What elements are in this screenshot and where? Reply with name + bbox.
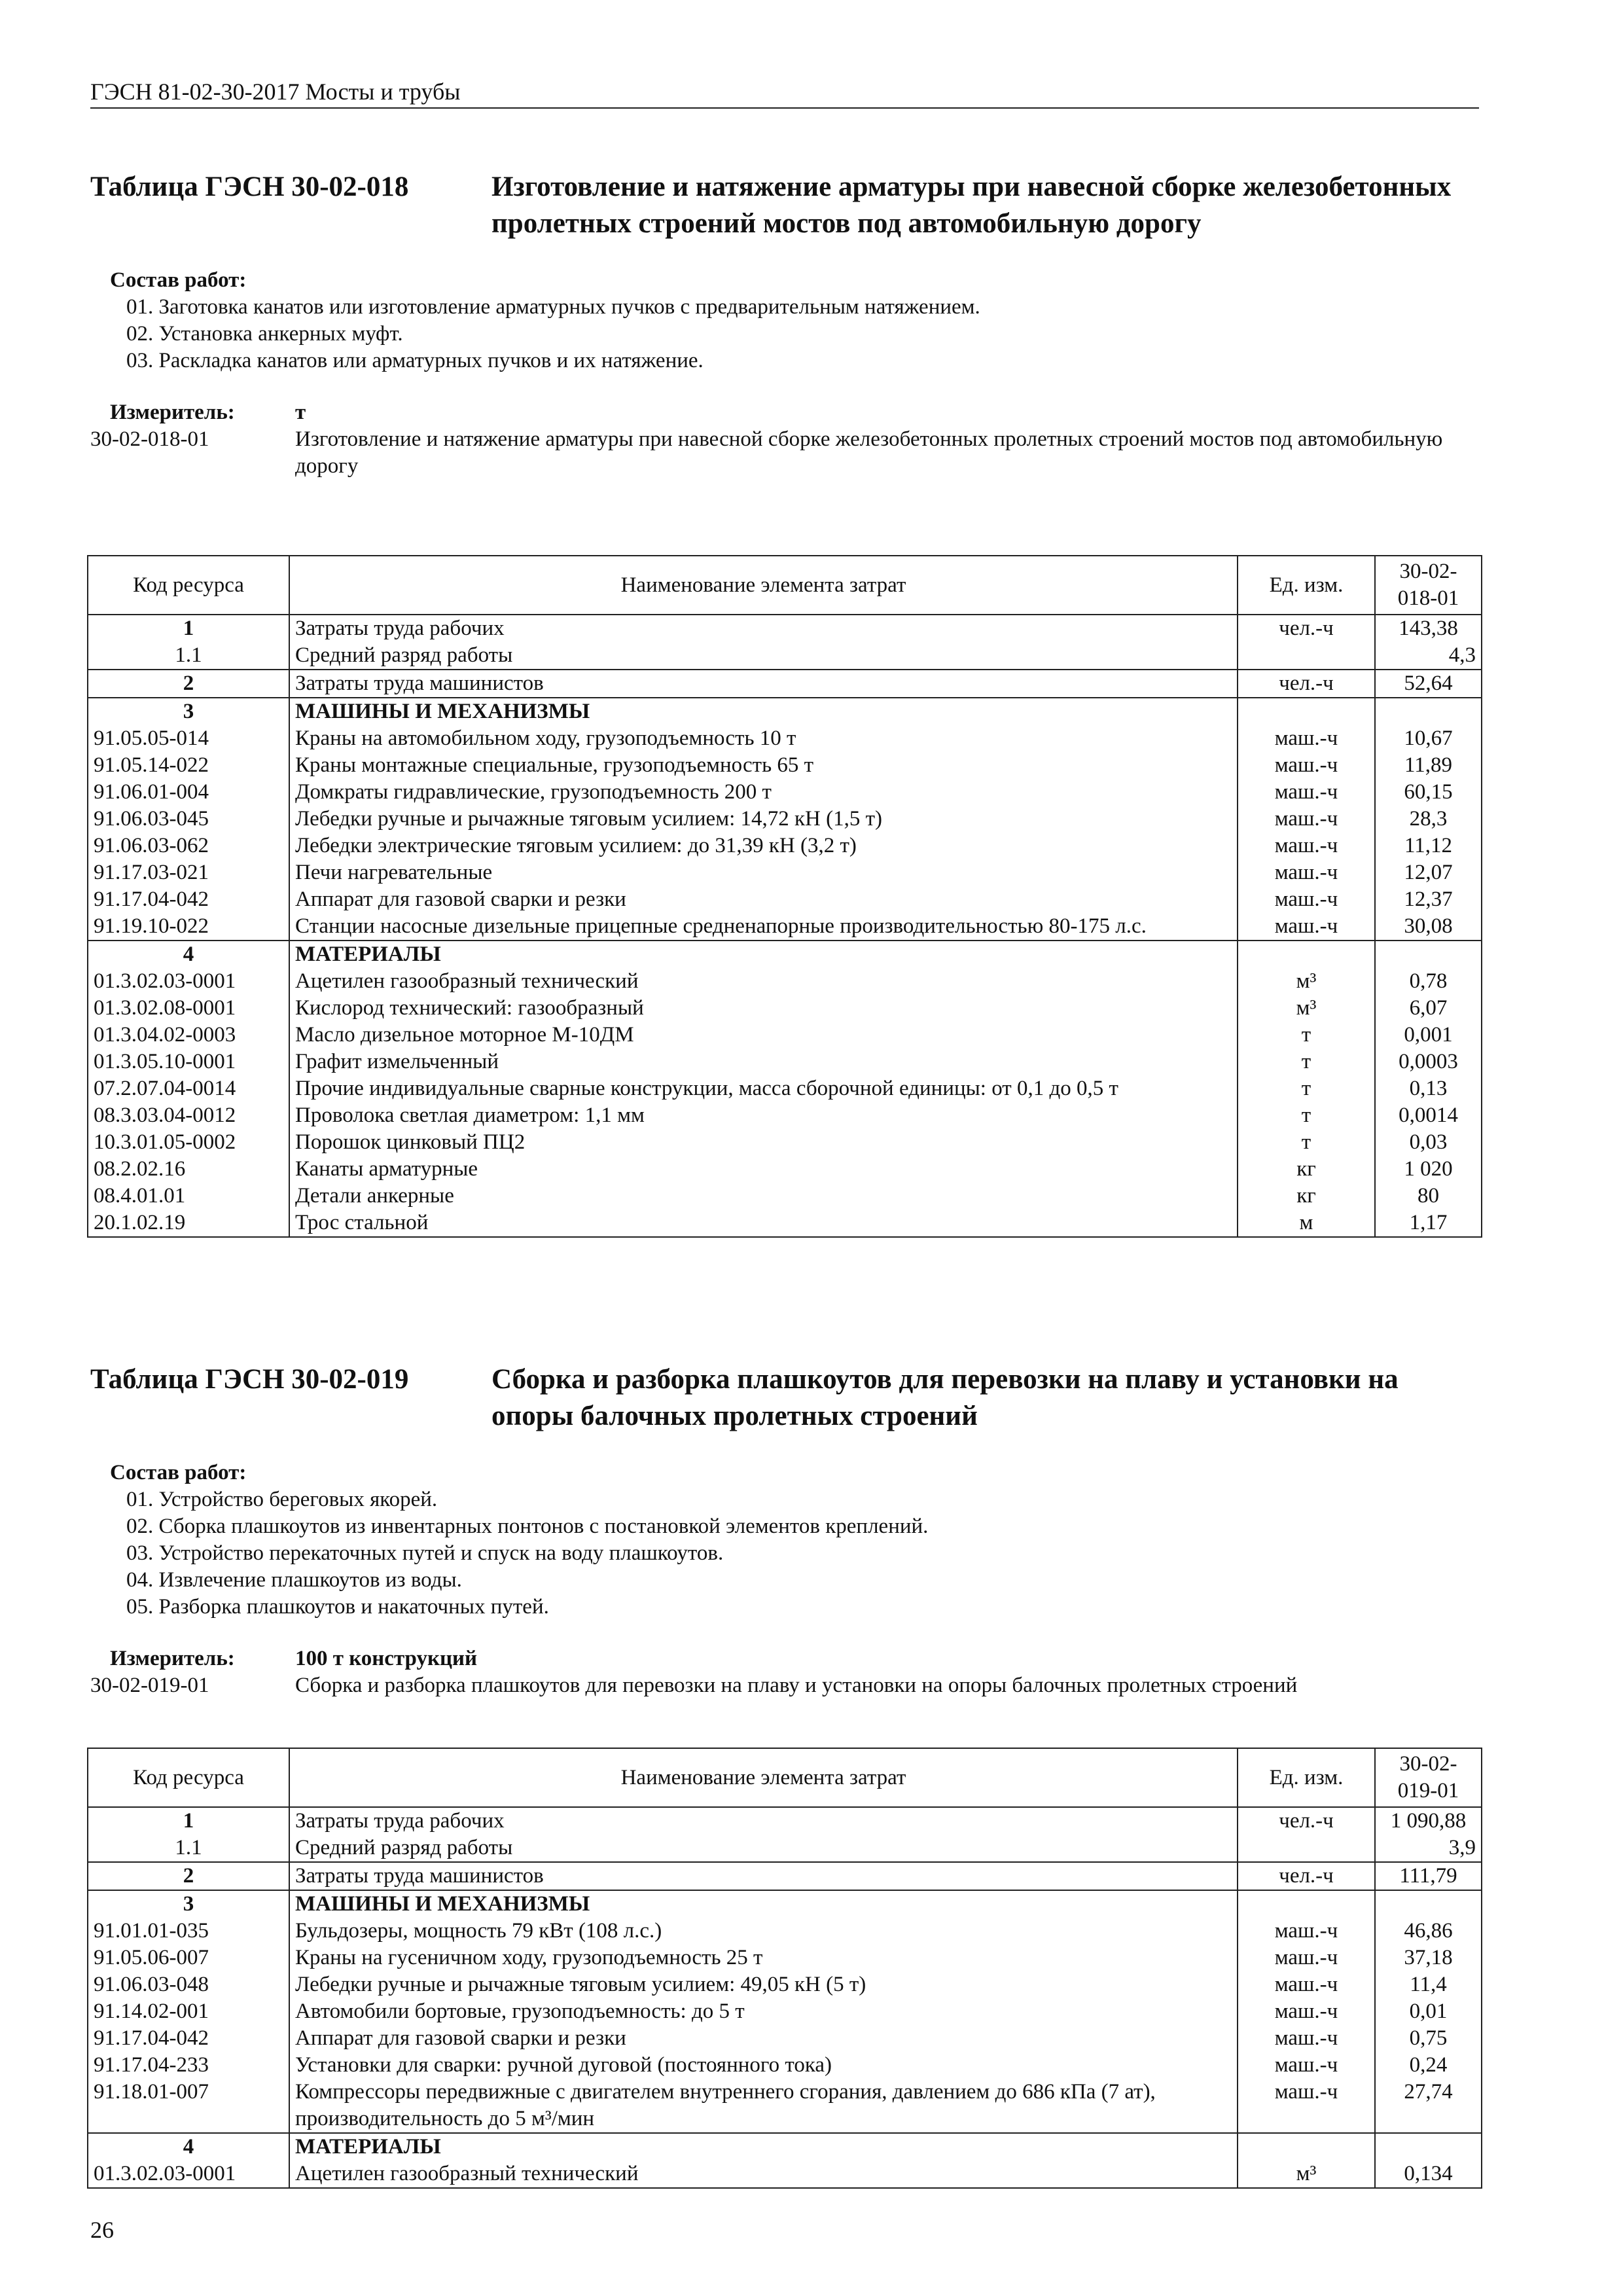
- table-row: [88, 1156, 1482, 1183]
- cell-unit: т: [1238, 1022, 1375, 1049]
- cell-code: 91.06.03-045: [88, 806, 289, 833]
- measure-value: 100 т конструкций: [295, 1647, 478, 1670]
- composition-item: 03. Устройство перекаточных путей и спуск на воду плашкоутов.: [126, 1541, 724, 1565]
- cell-name: Проволока светлая диаметром: 1,1 мм: [289, 1102, 1238, 1129]
- cell-code: 01.3.05.10-0001: [88, 1049, 289, 1075]
- cell-code: 91.05.06-007: [88, 1945, 289, 1971]
- table-019-number: Таблица ГЭСН 30-02-019: [90, 1364, 409, 1395]
- cell-name: Средний разряд работы: [289, 1835, 1238, 1862]
- cell-code: 91.17.04-042: [88, 2025, 289, 2052]
- table-row: [88, 1918, 1482, 1945]
- cell-unit: маш.-ч: [1238, 779, 1375, 806]
- cell-value: [1375, 941, 1482, 968]
- table-row: [88, 1945, 1482, 1971]
- cell-code: 91.05.14-022: [88, 752, 289, 779]
- cell-unit: маш.-ч: [1238, 833, 1375, 859]
- cell-name: Трос стальной: [289, 1210, 1238, 1237]
- cell-value: 46,86: [1375, 1918, 1482, 1945]
- table-018-title: Изготовление и натяжение арматуры при навесной сборке железобетонных пролетных строений мостов под автомобильную дорогу: [491, 171, 1452, 239]
- table-row: [88, 1102, 1482, 1129]
- cell-value: [1375, 2133, 1482, 2161]
- column-header-code: Код ресурса: [88, 1748, 289, 1807]
- cell-name: Лебедки ручные и рычажные тяговым усилием: 49,05 кН (5 т): [289, 1971, 1238, 1998]
- cell-unit: маш.-ч: [1238, 2025, 1375, 2052]
- cell-unit: маш.-ч: [1238, 913, 1375, 941]
- cell-unit: маш.-ч: [1238, 1971, 1375, 1998]
- cell-unit: [1238, 941, 1375, 968]
- cell-name: Печи нагревательные: [289, 859, 1238, 886]
- cell-name: Кислород технический: газообразный: [289, 995, 1238, 1022]
- cell-name: Лебедки ручные и рычажные тяговым усилием: 14,72 кН (1,5 т): [289, 806, 1238, 833]
- cell-code: 2: [88, 670, 289, 698]
- table-row: [88, 1998, 1482, 2025]
- measure-label: Измеритель:: [110, 1647, 235, 1670]
- cell-code: 10.3.01.05-0002: [88, 1129, 289, 1156]
- table-row: [88, 859, 1482, 886]
- table-row: [88, 1183, 1482, 1210]
- cell-code: 4: [88, 2133, 289, 2161]
- table-row: [88, 1807, 1482, 1835]
- cell-unit: маш.-ч: [1238, 2052, 1375, 2079]
- cell-unit: маш.-ч: [1238, 725, 1375, 752]
- cell-value: 12,07: [1375, 859, 1482, 886]
- cell-name: Затраты труда рабочих: [289, 1807, 1238, 1835]
- cell-name: Прочие индивидуальные сварные конструкции, масса сборочной единицы: от 0,1 до 0,5 т: [289, 1075, 1238, 1102]
- cell-value: 37,18: [1375, 1945, 1482, 1971]
- cell-name: Порошок цинковый ПЦ2: [289, 1129, 1238, 1156]
- cell-unit: м³: [1238, 995, 1375, 1022]
- cell-code: 91.17.04-233: [88, 2052, 289, 2079]
- cell-code: 3: [88, 1890, 289, 1918]
- cell-name: Компрессоры передвижные с двигателем внутреннего сгорания, давлением до 686 кПа (7 ат), производительность до 5 м³/мин: [289, 2079, 1238, 2133]
- cell-code: 1.1: [88, 1835, 289, 1862]
- table-row: [88, 615, 1482, 642]
- table-row: [88, 1129, 1482, 1156]
- table-019-title: Сборка и разборка плашкоутов для перевозки на плаву и установки на опоры балочных пролетных строений: [491, 1364, 1399, 1431]
- cell-unit: т: [1238, 1102, 1375, 1129]
- cell-value: 0,03: [1375, 1129, 1482, 1156]
- cell-unit: кг: [1238, 1183, 1375, 1210]
- table-019-heading: [90, 1361, 1479, 1435]
- cell-name: Краны монтажные специальные, грузоподъемность 65 т: [289, 752, 1238, 779]
- cell-value: 80: [1375, 1183, 1482, 1210]
- cell-unit: чел.-ч: [1238, 1807, 1375, 1835]
- cell-unit: [1238, 698, 1375, 725]
- cell-code: 91.05.05-014: [88, 725, 289, 752]
- cell-code: 91.06.03-048: [88, 1971, 289, 1998]
- cell-value: 0,78: [1375, 968, 1482, 995]
- cell-value: 0,75: [1375, 2025, 1482, 2052]
- composition-item: 01. Устройство береговых якорей.: [126, 1488, 438, 1511]
- cell-value: 111,79: [1375, 1862, 1482, 1890]
- cell-unit: м³: [1238, 968, 1375, 995]
- cell-value: 143,38: [1375, 615, 1482, 642]
- cell-unit: маш.-ч: [1238, 752, 1375, 779]
- cell-name: Канаты арматурные: [289, 1156, 1238, 1183]
- cell-value: 30,08: [1375, 913, 1482, 941]
- cell-value: 0,13: [1375, 1075, 1482, 1102]
- table-row: [88, 1022, 1482, 1049]
- cell-unit: маш.-ч: [1238, 806, 1375, 833]
- cell-name: МАТЕРИАЛЫ: [289, 941, 1238, 968]
- cell-value: 3,9: [1375, 1835, 1482, 1862]
- composition-item: 02. Установка анкерных муфт.: [126, 322, 403, 346]
- column-header-norm: 30-02-019-01: [1375, 1748, 1482, 1807]
- cell-unit: маш.-ч: [1238, 859, 1375, 886]
- cell-value: 0,0014: [1375, 1102, 1482, 1129]
- cell-name: Краны на гусеничном ходу, грузоподъемность 25 т: [289, 1945, 1238, 1971]
- cell-value: 11,4: [1375, 1971, 1482, 1998]
- table-019-measure: [90, 1645, 1479, 1699]
- cell-code: 20.1.02.19: [88, 1210, 289, 1237]
- cell-name: МАШИНЫ И МЕХАНИЗМЫ: [289, 698, 1238, 725]
- cell-name: Домкраты гидравлические, грузоподъемность 200 т: [289, 779, 1238, 806]
- table-row: [88, 833, 1482, 859]
- cell-value: 4,3: [1375, 642, 1482, 670]
- cell-value: [1375, 698, 1482, 725]
- table-row: [88, 941, 1482, 968]
- cell-value: 0,001: [1375, 1022, 1482, 1049]
- table-019-composition: [90, 1460, 1479, 1621]
- cell-code: 1.1: [88, 642, 289, 670]
- cell-value: 1 020: [1375, 1156, 1482, 1183]
- table-018-heading: [90, 169, 1479, 242]
- table-row: [88, 913, 1482, 941]
- cell-name: Детали анкерные: [289, 1183, 1238, 1210]
- table-row: [88, 1971, 1482, 1998]
- cell-name: Ацетилен газообразный технический: [289, 968, 1238, 995]
- table-row: [88, 886, 1482, 913]
- norm-description: Изготовление и натяжение арматуры при навесной сборке железобетонных пролетных строений мостов под автомобильную дорогу: [295, 427, 1443, 478]
- cell-code: 91.17.03-021: [88, 859, 289, 886]
- cell-code: 08.4.01.01: [88, 1183, 289, 1210]
- composition-item: 03. Раскладка канатов или арматурных пучков и их натяжение.: [126, 349, 704, 372]
- cell-name: Затраты труда машинистов: [289, 1862, 1238, 1890]
- cell-code: 01.3.02.03-0001: [88, 2161, 289, 2188]
- page-number: 26: [90, 2217, 114, 2243]
- norm-code: 30-02-018-01: [90, 427, 209, 451]
- composition-label: Состав работ:: [110, 1461, 247, 1484]
- norm-code: 30-02-019-01: [90, 1674, 209, 1697]
- cell-value: 1,17: [1375, 1210, 1482, 1237]
- cell-value: 0,134: [1375, 2161, 1482, 2188]
- cell-name: Аппарат для газовой сварки и резки: [289, 886, 1238, 913]
- cell-unit: чел.-ч: [1238, 1862, 1375, 1890]
- measure-label: Измеритель:: [110, 401, 235, 424]
- table-row: [88, 1862, 1482, 1890]
- table-row: [88, 725, 1482, 752]
- resource-table-019: [87, 1748, 1482, 2189]
- cell-name: Лебедки электрические тяговым усилием: до 31,39 кН (3,2 т): [289, 833, 1238, 859]
- composition-item: 01. Заготовка канатов или изготовление арматурных пучков с предварительным натяжением.: [126, 295, 980, 319]
- table-row: [88, 1210, 1482, 1237]
- table-row: [88, 2052, 1482, 2079]
- running-header: ГЭСН 81-02-30-2017 Мосты и трубы: [90, 77, 1479, 109]
- cell-name: Установки для сварки: ручной дуговой (постоянного тока): [289, 2052, 1238, 2079]
- cell-unit: м: [1238, 1210, 1375, 1237]
- table-018-section: [90, 169, 1479, 480]
- table-row: [88, 1835, 1482, 1862]
- cell-code: 3: [88, 698, 289, 725]
- cell-unit: [1238, 1890, 1375, 1918]
- table-row: [88, 670, 1482, 698]
- cell-unit: т: [1238, 1129, 1375, 1156]
- cell-name: МАТЕРИАЛЫ: [289, 2133, 1238, 2161]
- cell-unit: чел.-ч: [1238, 615, 1375, 642]
- cell-name: Масло дизельное моторное М-10ДМ: [289, 1022, 1238, 1049]
- table-row: [88, 2133, 1482, 2161]
- table-row: [88, 752, 1482, 779]
- table-row: [88, 2079, 1482, 2133]
- cell-unit: [1238, 2133, 1375, 2161]
- table-row: [88, 995, 1482, 1022]
- cell-unit: чел.-ч: [1238, 670, 1375, 698]
- cell-code: 01.3.02.03-0001: [88, 968, 289, 995]
- cell-name: МАШИНЫ И МЕХАНИЗМЫ: [289, 1890, 1238, 1918]
- column-header-code: Код ресурса: [88, 556, 289, 615]
- cell-value: 28,3: [1375, 806, 1482, 833]
- composition-item: 02. Сборка плашкоутов из инвентарных понтонов с постановкой элементов креплений.: [126, 1515, 929, 1538]
- table-row: [88, 698, 1482, 725]
- resource-table-018: [87, 555, 1482, 1238]
- cell-value: 11,12: [1375, 833, 1482, 859]
- cell-code: 2: [88, 1862, 289, 1890]
- cell-value: [1375, 1890, 1482, 1918]
- cell-value: 52,64: [1375, 670, 1482, 698]
- cell-code: 91.17.04-042: [88, 886, 289, 913]
- column-header-name: Наименование элемента затрат: [289, 556, 1238, 615]
- cell-unit: м³: [1238, 2161, 1375, 2188]
- cell-unit: маш.-ч: [1238, 2079, 1375, 2133]
- cell-code: 1: [88, 1807, 289, 1835]
- table-019-section: [90, 1361, 1479, 1699]
- cell-code: 08.2.02.16: [88, 1156, 289, 1183]
- cell-code: 91.06.03-062: [88, 833, 289, 859]
- cell-value: 27,74: [1375, 2079, 1482, 2133]
- composition-item: 05. Разборка плашкоутов и накаточных путей.: [126, 1595, 549, 1619]
- cell-code: 91.14.02-001: [88, 1998, 289, 2025]
- cell-code: 1: [88, 615, 289, 642]
- cell-code: 08.3.03.04-0012: [88, 1102, 289, 1129]
- column-header-name: Наименование элемента затрат: [289, 1748, 1238, 1807]
- composition-item: 04. Извлечение плашкоутов из воды.: [126, 1568, 462, 1592]
- cell-unit: маш.-ч: [1238, 1945, 1375, 1971]
- cell-name: Автомобили бортовые, грузоподъемность: до 5 т: [289, 1998, 1238, 2025]
- norm-description: Сборка и разборка плашкоутов для перевозки на плаву и установки на опоры балочных пролетных строений: [295, 1674, 1298, 1697]
- cell-name: Станции насосные дизельные прицепные средненапорные производительностью 80-175 л.с.: [289, 913, 1238, 941]
- cell-code: 01.3.04.02-0003: [88, 1022, 289, 1049]
- cell-value: 0,01: [1375, 1998, 1482, 2025]
- cell-value: 0,24: [1375, 2052, 1482, 2079]
- table-018-number: Таблица ГЭСН 30-02-018: [90, 171, 409, 202]
- column-header-unit: Ед. изм.: [1238, 1748, 1375, 1807]
- cell-name: Краны на автомобильном ходу, грузоподъемность 10 т: [289, 725, 1238, 752]
- cell-value: 11,89: [1375, 752, 1482, 779]
- table-row: [88, 779, 1482, 806]
- table-row: [88, 642, 1482, 670]
- cell-code: 91.19.10-022: [88, 913, 289, 941]
- cell-value: 1 090,88: [1375, 1807, 1482, 1835]
- cell-unit: маш.-ч: [1238, 1918, 1375, 1945]
- cell-code: 91.18.01-007: [88, 2079, 289, 2133]
- cell-name: Графит измельченный: [289, 1049, 1238, 1075]
- cell-value: 12,37: [1375, 886, 1482, 913]
- column-header-norm: 30-02-018-01: [1375, 556, 1482, 615]
- cell-code: 91.06.01-004: [88, 779, 289, 806]
- cell-value: 10,67: [1375, 725, 1482, 752]
- cell-code: 4: [88, 941, 289, 968]
- table-row: [88, 1049, 1482, 1075]
- cell-name: Бульдозеры, мощность 79 кВт (108 л.с.): [289, 1918, 1238, 1945]
- cell-unit: [1238, 1835, 1375, 1862]
- table-row: [88, 2025, 1482, 2052]
- cell-name: Затраты труда рабочих: [289, 615, 1238, 642]
- cell-value: 6,07: [1375, 995, 1482, 1022]
- cell-code: 01.3.02.08-0001: [88, 995, 289, 1022]
- table-018-composition: [90, 267, 1479, 374]
- cell-code: 07.2.07.04-0014: [88, 1075, 289, 1102]
- cell-code: 91.01.01-035: [88, 1918, 289, 1945]
- table-018-measure: [90, 399, 1479, 480]
- cell-name: Аппарат для газовой сварки и резки: [289, 2025, 1238, 2052]
- measure-value: т: [295, 401, 306, 424]
- table-row: [88, 968, 1482, 995]
- table-row: [88, 1075, 1482, 1102]
- cell-value: 0,0003: [1375, 1049, 1482, 1075]
- column-header-unit: Ед. изм.: [1238, 556, 1375, 615]
- cell-unit: [1238, 642, 1375, 670]
- cell-name: Ацетилен газообразный технический: [289, 2161, 1238, 2188]
- cell-name: Средний разряд работы: [289, 642, 1238, 670]
- cell-unit: маш.-ч: [1238, 886, 1375, 913]
- table-row: [88, 806, 1482, 833]
- cell-unit: маш.-ч: [1238, 1998, 1375, 2025]
- cell-unit: т: [1238, 1075, 1375, 1102]
- table-row: [88, 2161, 1482, 2188]
- cell-name: Затраты труда машинистов: [289, 670, 1238, 698]
- cell-value: 60,15: [1375, 779, 1482, 806]
- cell-unit: кг: [1238, 1156, 1375, 1183]
- table-row: [88, 1890, 1482, 1918]
- composition-label: Состав работ:: [110, 268, 247, 292]
- cell-unit: т: [1238, 1049, 1375, 1075]
